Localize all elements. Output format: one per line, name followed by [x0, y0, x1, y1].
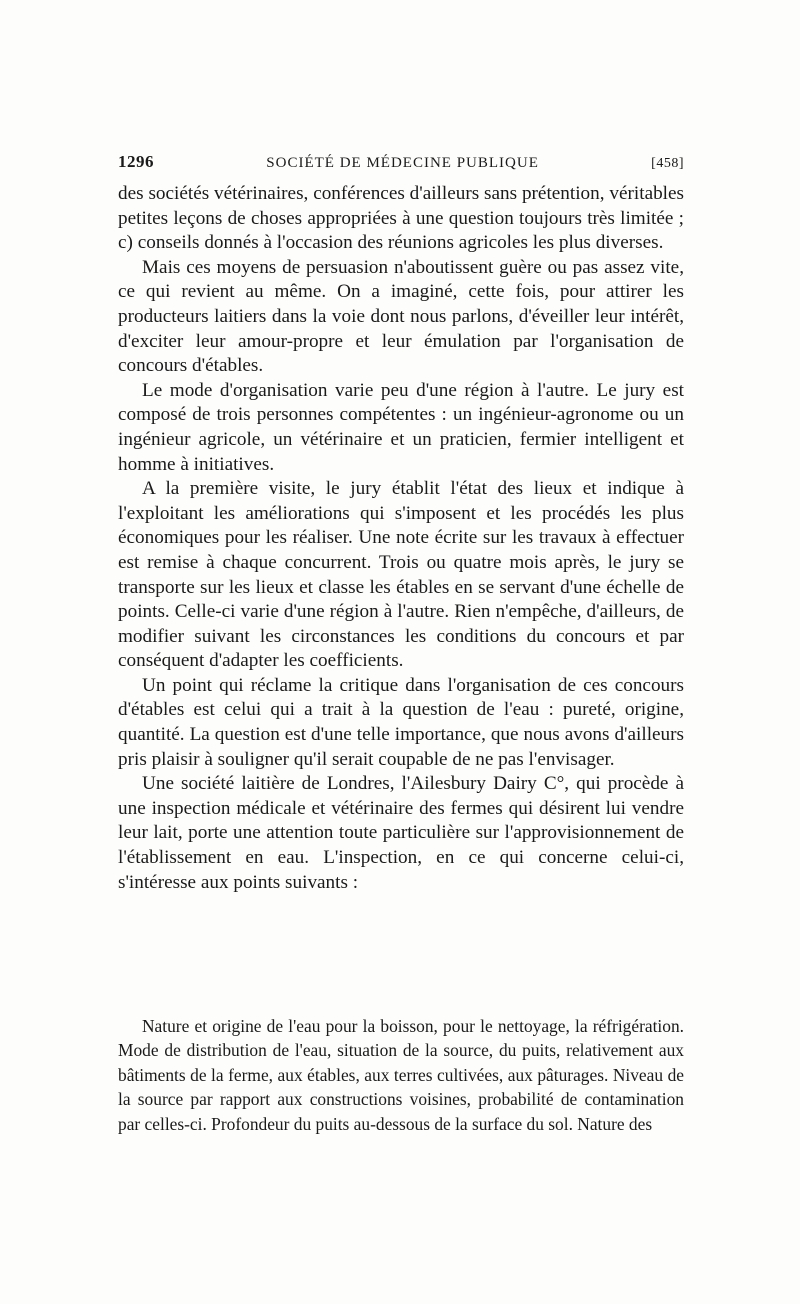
running-title: SOCIÉTÉ DE MÉDECINE PUBLIQUE [266, 155, 539, 171]
paragraph: des sociétés vétérinaires, conférences d'ailleurs sans prétention, véritables petites leçons de choses appropriées à une question toujours très limitée ; c) conseils donnés à l'occasion des réunions agricoles les plus diverses. [118, 183, 684, 254]
paragraph: Mais ces moyens de persuasion n'aboutissent guère ou pas assez vite, ce qui revient au même. On a imaginé, cette fois, pour attirer les producteurs laitiers dans la voie dont nous parlons, d'éveiller leur intérêt, d'exciter leur amour-propre et leur émulation par l'organisation de concours d'étables. [118, 256, 684, 377]
paragraph: Le mode d'organisation varie peu d'une région à l'autre. Le jury est composé de trois personnes compétentes : un ingénieur-agronome ou un ingénieur agricole, un vétérinaire et un praticien, fermier intelligent et homme à initiatives. [118, 379, 684, 475]
quote-text: Nature et origine de l'eau pour la boisson, pour le nettoyage, la réfrigération. Mode de distribution de l'eau, situation de la source, du puits, relativement aux bâtiments de la ferme, aux étables, aux terres cultivées, aux pâturages. Niveau de la source par rapport aux constructions voisines, probabilité de contamination par celles-ci. Profondeur du puits au-dessous de la surface du sol. Nature des [118, 1016, 684, 1134]
paragraph: A la première visite, le jury établit l'état des lieux et indique à l'exploitant les améliorations qui s'imposent et les procédés les plus économiques pour les réaliser. Une note écrite sur les travaux à effectuer est remise à chaque concurrent. Trois ou quatre mois après, le jury se transporte sur les lieux et classe les étables en se servant d'une échelle de points. Celle-ci varie d'une région à l'autre. Rien n'empêche, d'ailleurs, de modifier suivant les circonstances les conditions du concours et par conséquent d'adapter les coefficients. [118, 478, 684, 672]
page-reference: [458] [651, 156, 684, 171]
page-header [118, 152, 684, 172]
quoted-passage [118, 1014, 684, 1136]
page-number: 1296 [118, 152, 154, 171]
body-text [118, 182, 684, 895]
paragraph: Une société laitière de Londres, l'Ailesbury Dairy C°, qui procède à une inspection médicale et vétérinaire des fermes qui désirent lui vendre leur lait, porte une attention toute particulière sur l'approvisionnement de l'établissement en eau. L'inspection, en ce qui concerne celui-ci, s'intéresse aux points suivants : [118, 773, 684, 893]
paragraph: Un point qui réclame la critique dans l'organisation de ces concours d'étables est celui qui a trait à la question de l'eau : pureté, origine, quantité. La question est d'une telle importance, que nous avons d'ailleurs pris plaisir à souligner qu'il serait coupable de ne pas l'envisager. [118, 674, 684, 770]
